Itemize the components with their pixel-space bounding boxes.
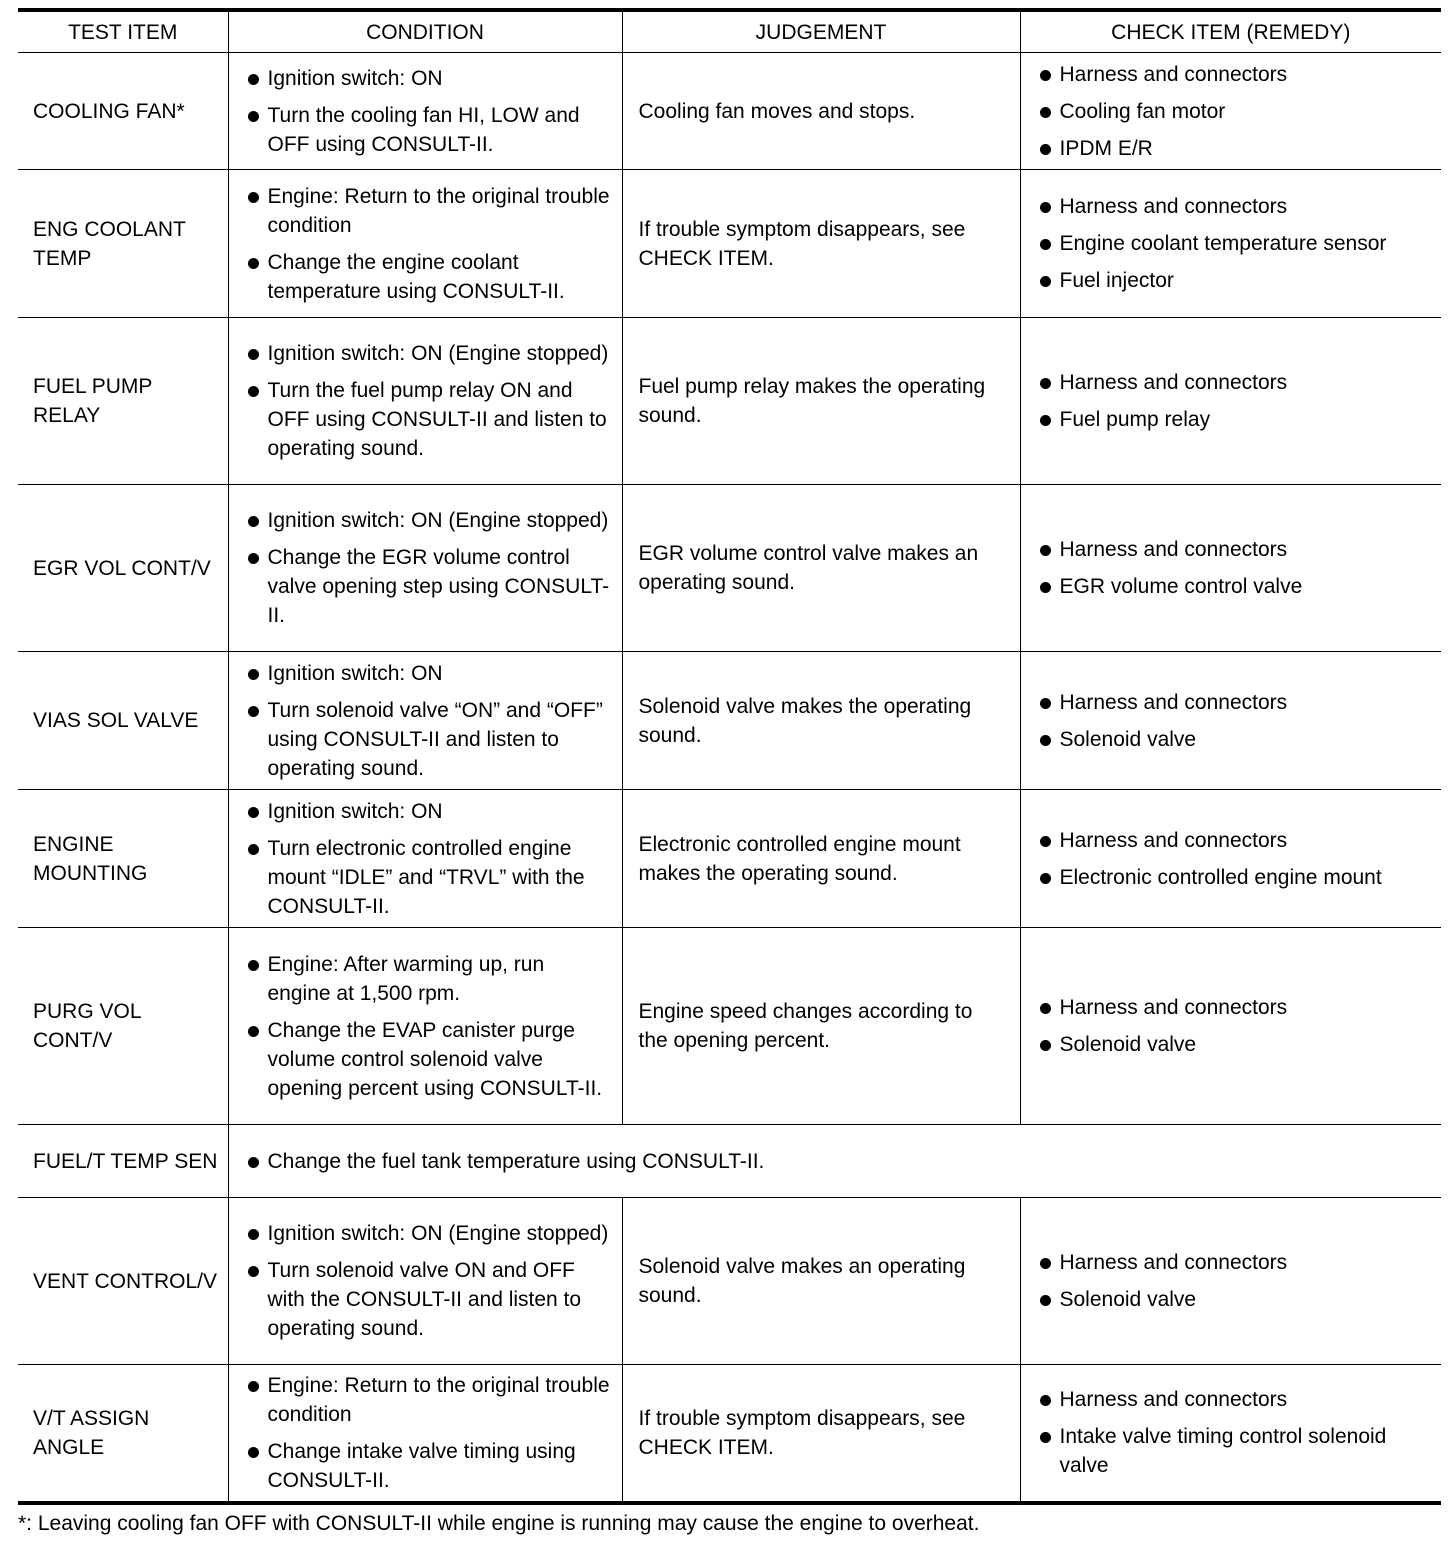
- condition-bullet: Change the EVAP canister purge volume control solenoid valve opening percent using CONSULT-II.: [246, 1016, 612, 1103]
- condition-cell: [228, 53, 622, 170]
- test-item-cell: ENG COOLANT TEMP: [18, 170, 228, 318]
- table-row: [18, 652, 1441, 790]
- table-row: [18, 170, 1441, 318]
- judgement-cell: If trouble symptom disappears, see CHECK ITEM.: [622, 170, 1020, 318]
- test-item-cell: VIAS SOL VALVE: [18, 652, 228, 790]
- judgement-cell: Cooling fan moves and stops.: [622, 53, 1020, 170]
- check-item-cell: [1020, 170, 1441, 318]
- check-item-cell: [1020, 928, 1441, 1125]
- condition-bullet: Change the engine coolant temperature using CONSULT-II.: [246, 248, 612, 306]
- check-bullet: Fuel pump relay: [1038, 405, 1432, 434]
- check-item-cell: [1020, 790, 1441, 928]
- table-row: [18, 53, 1441, 170]
- test-item-cell: V/T ASSIGN ANGLE: [18, 1365, 228, 1503]
- condition-bullet: Turn electronic controlled engine mount “IDLE” and “TRVL” with the CONSULT-II.: [246, 834, 612, 921]
- check-bullet: Harness and connectors: [1038, 60, 1432, 89]
- condition-bullet: Turn solenoid valve ON and OFF with the CONSULT-II and listen to operating sound.: [246, 1256, 612, 1343]
- header-condition: CONDITION: [228, 10, 622, 53]
- check-item-cell: [1020, 485, 1441, 652]
- check-bullet: Intake valve timing control solenoid valve: [1038, 1422, 1432, 1480]
- active-test-table: [18, 8, 1441, 1505]
- check-bullet: Harness and connectors: [1038, 1385, 1432, 1414]
- test-item-cell: FUEL PUMP RELAY: [18, 318, 228, 485]
- test-item-cell: ENGINE MOUNTING: [18, 790, 228, 928]
- table-row: [18, 485, 1441, 652]
- condition-cell: [228, 170, 622, 318]
- header-judgement: JUDGEMENT: [622, 10, 1020, 53]
- test-item-cell: EGR VOL CONT/V: [18, 485, 228, 652]
- check-item-cell: [1020, 318, 1441, 485]
- check-bullet: Solenoid valve: [1038, 725, 1432, 754]
- condition-bullet: Engine: Return to the original trouble condition: [246, 1371, 612, 1429]
- condition-bullet: Ignition switch: ON: [246, 659, 612, 688]
- test-item-cell: PURG VOL CONT/V: [18, 928, 228, 1125]
- judgement-cell: EGR volume control valve makes an operating sound.: [622, 485, 1020, 652]
- condition-bullet: Ignition switch: ON: [246, 64, 612, 93]
- condition-bullet: Turn solenoid valve “ON” and “OFF” using CONSULT-II and listen to operating sound.: [246, 696, 612, 783]
- test-item-cell: FUEL/T TEMP SEN: [18, 1125, 228, 1198]
- test-item-cell: COOLING FAN*: [18, 53, 228, 170]
- table-row: [18, 928, 1441, 1125]
- condition-bullet: Ignition switch: ON (Engine stopped): [246, 506, 612, 535]
- condition-bullet: Change the fuel tank temperature using CONSULT-II.: [246, 1147, 1432, 1176]
- check-item-cell: [1020, 53, 1441, 170]
- condition-span-cell: [228, 1125, 1441, 1198]
- check-bullet: IPDM E/R: [1038, 134, 1432, 163]
- condition-bullet: Change intake valve timing using CONSULT-II.: [246, 1437, 612, 1495]
- header-test-item: TEST ITEM: [18, 10, 228, 53]
- check-bullet: Harness and connectors: [1038, 826, 1432, 855]
- test-item-cell: VENT CONTROL/V: [18, 1198, 228, 1365]
- condition-bullet: Turn the fuel pump relay ON and OFF using CONSULT-II and listen to operating sound.: [246, 376, 612, 463]
- header-check-item: CHECK ITEM (REMEDY): [1020, 10, 1441, 53]
- condition-cell: [228, 1198, 622, 1365]
- check-bullet: Harness and connectors: [1038, 688, 1432, 717]
- judgement-cell: Engine speed changes according to the opening percent.: [622, 928, 1020, 1125]
- condition-cell: [228, 1365, 622, 1503]
- condition-cell: [228, 652, 622, 790]
- check-bullet: Engine coolant temperature sensor: [1038, 229, 1432, 258]
- condition-bullet: Ignition switch: ON (Engine stopped): [246, 1219, 612, 1248]
- footnote: *: Leaving cooling fan OFF with CONSULT-II while engine is running may cause the engine to overheat.: [18, 1512, 980, 1535]
- table-row: [18, 1125, 1441, 1198]
- condition-bullet: Ignition switch: ON (Engine stopped): [246, 339, 612, 368]
- table-row: [18, 1365, 1441, 1503]
- table-header-row: [18, 10, 1441, 53]
- check-bullet: Harness and connectors: [1038, 993, 1432, 1022]
- condition-bullet: Turn the cooling fan HI, LOW and OFF using CONSULT-II.: [246, 101, 612, 159]
- check-bullet: Harness and connectors: [1038, 535, 1432, 564]
- table-row: [18, 318, 1441, 485]
- check-bullet: Harness and connectors: [1038, 192, 1432, 221]
- check-bullet: Solenoid valve: [1038, 1030, 1432, 1059]
- condition-cell: [228, 485, 622, 652]
- condition-bullet: Engine: Return to the original trouble condition: [246, 182, 612, 240]
- table-row: [18, 790, 1441, 928]
- check-bullet: Solenoid valve: [1038, 1285, 1432, 1314]
- check-item-cell: [1020, 1365, 1441, 1503]
- table-row: [18, 1198, 1441, 1365]
- check-bullet: EGR volume control valve: [1038, 572, 1432, 601]
- check-item-cell: [1020, 652, 1441, 790]
- condition-bullet: Engine: After warming up, run engine at 1,500 rpm.: [246, 950, 612, 1008]
- check-bullet: Harness and connectors: [1038, 368, 1432, 397]
- condition-bullet: Ignition switch: ON: [246, 797, 612, 826]
- judgement-cell: If trouble symptom disappears, see CHECK ITEM.: [622, 1365, 1020, 1503]
- check-bullet: Harness and connectors: [1038, 1248, 1432, 1277]
- judgement-cell: Fuel pump relay makes the operating sound.: [622, 318, 1020, 485]
- judgement-cell: Solenoid valve makes the operating sound.: [622, 652, 1020, 790]
- check-bullet: Cooling fan motor: [1038, 97, 1432, 126]
- condition-bullet: Change the EGR volume control valve opening step using CONSULT-II.: [246, 543, 612, 630]
- condition-cell: [228, 928, 622, 1125]
- judgement-cell: Solenoid valve makes an operating sound.: [622, 1198, 1020, 1365]
- judgement-cell: Electronic controlled engine mount makes the operating sound.: [622, 790, 1020, 928]
- check-bullet: Fuel injector: [1038, 266, 1432, 295]
- check-bullet: Electronic controlled engine mount: [1038, 863, 1432, 892]
- check-item-cell: [1020, 1198, 1441, 1365]
- condition-cell: [228, 790, 622, 928]
- condition-cell: [228, 318, 622, 485]
